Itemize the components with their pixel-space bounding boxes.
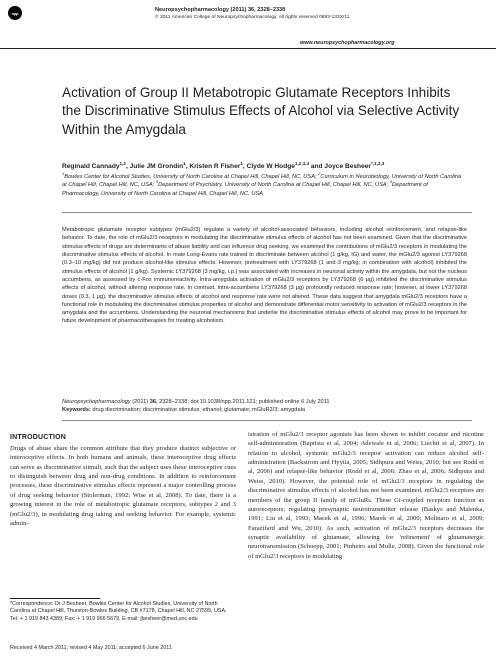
author-name: Joyce Besheer bbox=[324, 163, 371, 170]
author-name: Julie JM Grondin bbox=[129, 163, 184, 170]
citation-journal: Neuropsychopharmacology bbox=[62, 399, 131, 405]
affiliation-text: Department of Pharmacology, University of North Carolina at Chapel Hill, Chapel Hill, NC, USA bbox=[62, 182, 428, 197]
article-title: Activation of Group II Metabotropic Glutamate Receptors Inhibits the Discriminative Stimulus Effects of Alcohol via Selective Activity Within the Amygdala bbox=[62, 85, 460, 137]
citation-volume: 36 bbox=[149, 399, 156, 405]
author-name: Kristen R Fisher bbox=[189, 163, 241, 170]
author-separator: , bbox=[242, 163, 247, 170]
author-separator: , bbox=[125, 163, 130, 170]
received-dates: Received 4 March 2011; revised 4 May 2011; accepted 6 June 2011 bbox=[10, 645, 172, 651]
author-separator: and bbox=[309, 163, 325, 170]
author-affiliation-marker: 1 bbox=[183, 160, 186, 166]
affiliation-number: 1 bbox=[62, 171, 65, 177]
copyright-line: © 2011 American College of Neuropsychopharmacology. All rights reserved 0893-133X/11 bbox=[155, 15, 350, 20]
citation-year: (2011) bbox=[130, 399, 150, 405]
journal-logo: npp bbox=[8, 6, 22, 20]
header-divider bbox=[0, 48, 496, 49]
author-name: Reginald Cannady bbox=[62, 163, 120, 170]
correspondence-footnote: *Correspondence: Dr J Besheer, Bowles Center for Alcohol Studies, University of North Carolina at Chapel Hill, Thurston-Bowles Building, CB #7178, Chapel Hill, NC 27599, USA, Tel: + 1 919 843 4389, Fax: + 1 919 966 5679, E-mail: jbesheer@med.unc.edu bbox=[10, 601, 227, 622]
author-name: Clyde W Hodge bbox=[246, 163, 295, 170]
affiliation-text: Bowles Center for Alcohol Studies, University of North Carolina at Chapel Hill, Chapel Hill, NC, USA; bbox=[64, 174, 319, 180]
affiliation-number: 3 bbox=[155, 179, 159, 185]
affiliation-text: Curriculum in Neurobiology, University of North Carolina at Chapel Hill, Chapel Hill, NC, USA; bbox=[62, 174, 462, 189]
author-affiliation-marker: 1,2 bbox=[119, 160, 126, 166]
intro-right-column: istration of mGlu2/3 receptor agonists has been shown to inhibit cocaine and nicotine self-administration (Baptista et al, 2004; Adewale et al, 2006; Liechti et al, 2007). In relation to alcohol, systemic mGlu2/3 receptor activation can reduce alcohol self-administration (Backstrom and Hyytia, 2005; Sidhpura and Weiss, 2010; but see Rodd et al, 2006) and relapse-like behavior (Rodd et al, 2006; Zhao et al, 2006; Sidhpura and Weiss, 2010). However, the potential role of mGlu2/3 receptors in regulating the discriminative stimulus effects of alcohol has not been examined. mGlu2/3 receptors are members of the group II family of mGluRs. These Gi-coupled receptors function as autoreceptors; regulating presynaptic neurotransmitter release (Baskys and Malenka, 1991; Liu et al, 1993; Macek et al, 1996; Marek et al, 2000; Molinaro et al, 2009; Farazifard and Wu, 2010). As such, activation of mGlu2/3 receptors decreases the synaptic availability of glutamate, allowing for 'refinement' of glutamatergic neurotransmission (Schoepp, 2001; Pinheiro and Mulle, 2008). Given the functional role of mGlu2/3 receptors in modulating bbox=[248, 431, 484, 560]
author-separator: , bbox=[185, 163, 190, 170]
introduction-heading: INTRODUCTION bbox=[10, 434, 67, 441]
affiliation-text: Department of Psychiatry, University of North Carolina at Chapel Hill, Chapel Hill, NC, USA; bbox=[158, 182, 390, 189]
keywords-divider bbox=[62, 420, 472, 421]
running-header-citation: Neuropsychopharmacology (2011) 36, 2328–2338 bbox=[155, 7, 286, 13]
affiliation-number: 4 bbox=[389, 179, 392, 185]
author-affiliation-marker: 1 bbox=[240, 160, 243, 166]
author-affiliation-marker: *,1,2,3 bbox=[370, 160, 385, 166]
citation-doi: , 2328–2338; doi:10.1038/npp.2011.121; published online 6 July 2011 bbox=[155, 399, 330, 405]
abstract-text: Metabotropic glutamate receptor subtypes (mGlu2/3) regulate a variety of alcohol-associated behaviors, including alcohol reinforcement, and relapse-like behavior. To date, the role of mGlu2/3 receptors in modulating the discriminative stimulus effects of alcohol has not been examined. Given that the discriminative stimulus effects of drugs are determinants of abuse liability and can influence drug seeking, we examined the contributions of mGlu2/3 receptors in modulating the discriminative stimulus effects of alcohol. In male Long-Evans rats trained to discriminate between alcohol (1 g/kg, IG) and water, the mGlu2/3 agonist LY379268 (0.3–10 mg/kg) did not produce alcohol-like stimulus effects. However, pretreatment with LY379268 (1 and 3 mg/kg; in combination with alcohol) inhibited the stimulus effects of alcohol (1 g/kg). Systemic LY379268 (3 mg/kg, i.p.) was associated with increases in neuronal activity within the amygdala, but not the nucleus accumbens, as assessed by c-Fos immunoreactivity. Intra-amygdala activation of mGlu2/3 receptors by LY379268 (6 μg) inhibited the discriminative stimulus effects of alcohol, without altering response rate. In contrast, intra-accumbens LY379268 (3 μg) profoundly reduced response rate; however, at lower LY379268 doses (0.3, 1 μg), the discriminative stimulus effects of alcohol and response rate were not altered. These data suggest that amygdala mGlu2/3 receptors have a functional role in modulating the discriminative stimulus properties of alcohol and demonstrate differential motor sensitivity to activation of mGlu2/3 receptors in the amygdala and the accumbens. Understanding the neuronal mechanisms that underlie the discriminative stimulus effects of alcohol may prove to be important for future development of pharmacotherapies for treating alcoholism. bbox=[62, 227, 467, 325]
keywords-label: Keywords: bbox=[62, 407, 91, 413]
journal-url-link[interactable]: www.neuropsychopharmacology.org bbox=[300, 40, 395, 46]
footnote-divider bbox=[10, 598, 100, 599]
author-affiliation-marker: 1,2,3,4 bbox=[294, 160, 310, 166]
affiliation-number: 2 bbox=[318, 171, 321, 177]
citation-line bbox=[62, 398, 467, 406]
intro-left-column: Drugs of abuse share the common attribute that they produce distinct subjective or interoceptive effects. In both humans and animals, these interoceptive drug effects can serve as discriminative stimuli, such that the subject uses these interoceptive cues to distinguish between drug and non-drug conditions. In addition to reinforcement processes, these discriminative stimulus effects represent a major controlling process of drug seeking behavior (Stolerman, 1992; Wise et al, 2008). To date, there is a growing interest in the role of metabotropic glutamate receptors, subtypes 2 and 3 (mGlu2/3), in modulating drug taking and seeking behavior. For example, systemic admin- bbox=[10, 445, 236, 527]
keywords-line bbox=[62, 406, 467, 414]
author-list bbox=[62, 160, 385, 170]
keywords-text: drug discrimination; discriminative stimulus; ethanol; glutamate; mGluR2/3; amygdala bbox=[90, 407, 305, 413]
abstract-top-divider bbox=[62, 212, 472, 213]
affiliations bbox=[62, 173, 467, 198]
